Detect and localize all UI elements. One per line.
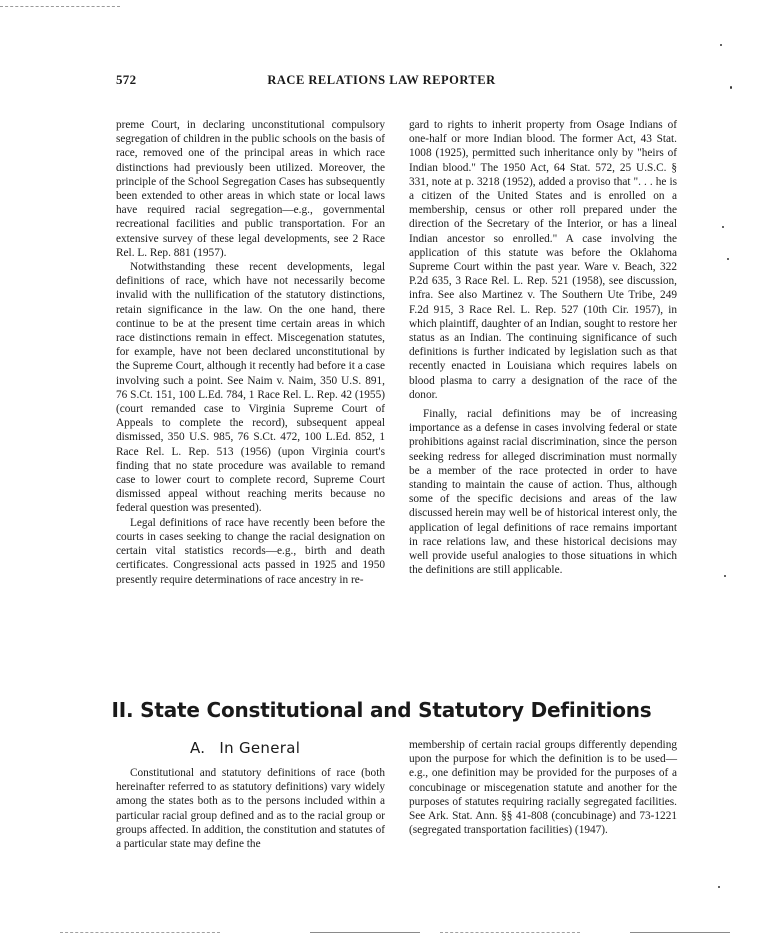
scan-speck (727, 258, 729, 260)
scan-artifact-rule (440, 932, 580, 933)
bottom-left-column (116, 766, 385, 851)
section-heading: II. State Constitutional and Statutory Definitions (111, 698, 652, 722)
paragraph: Finally, racial definitions may be of increasing importance as a defense in cases involving federal or state prohibitions against racial discrimination, since the person seeking redress for alleged discrimination must normally be a member of the race protected in order to have standing to maintain the cause of action. Thus, although some of the specific decisions and areas of the law discussed herein may well be of historical interest only, the application of legal definitions of race remains important in race relations law, and these historical decisions may well provide useful analogies to those situations in which the definitions are still applicable. (409, 408, 677, 577)
scan-artifact-rule (630, 932, 730, 933)
bottom-right-column (409, 738, 677, 837)
paragraph: Legal definitions of race have recently been before the courts in cases seeking to change the racial designation on certain vital statistics records—e.g., birth and death certificates. Congressional acts passed in 1925 and 1950 presently require determinations of race ancestry in re- (116, 516, 385, 586)
paragraph: preme Court, in declaring unconstitutional compulsory segregation of children in the public schools on the basis of race, removed one of the principal areas in which race distinctions had previously been utilized. Moreover, the principle of the School Segregation Cases has subsequently been extended to other areas in which state or local laws have required racial segregation—e.g., governmental recreational facilities and public transportation. For an extensive survey of these legal developments, see 2 Race Rel. L. Rep. 881 (1957). (116, 119, 385, 259)
paragraph: membership of certain racial groups differently depending upon the purpose for which the definition is to be used—e.g., one definition may be provided for the purposes of a concubinage or miscegenation statute and another for the purposes of statutes requiring racially segregated facilities. See Ark. Stat. Ann. §§ 41-808 (concubinage) and 73-1221 (segregated transportation facilities) (1947). (409, 739, 677, 837)
subsection-title: In General (219, 739, 301, 757)
paragraph: Constitutional and statutory definitions of race (both hereinafter referred to as statutory definitions) vary widely among the states both as to the persons included within a particular racial group defined and as to the racial group or groups affected. In addition, the constitution and statutes of a particular state may define the (116, 767, 385, 851)
scan-artifact-rule (310, 932, 420, 933)
scan-speck (718, 886, 720, 888)
scan-speck (730, 86, 732, 89)
scan-speck (722, 226, 724, 228)
paragraph: Notwithstanding these recent developments, legal definitions of race, which have not necessarily become invalid with the nullification of the statutory distinctions, retain significance in the law. On the one hand, there continue to be at the present time certain areas in which race distinctions remain in effect. Miscegenation statutes, for example, have not been declared unconstitutional by the Supreme Court, although it recently had before it a case involving such a point. See Naim v. Naim, 350 U.S. 891, 76 S.Ct. 151, 100 L.Ed. 784, 1 Race Rel. L. Rep. 42 (1955) (court remanded case to Virginia Supreme Court of Appeals to complete the record), subsequent appeal dismissed, 350 U.S. 985, 76 S.Ct. 472, 100 L.Ed. 852, 1 Race Rel. L. Rep. 513 (1956) (upon Virginia court's finding that no state procedure was available to remand case to lower court to complete record, Supreme Court dismissed appeal without reaching merits because no federal question was presented). (116, 261, 385, 515)
running-head: RACE RELATIONS LAW REPORTER (267, 73, 496, 87)
scan-speck (720, 44, 722, 46)
subsection-letter: A. (190, 739, 206, 757)
scan-artifact-rule (60, 932, 220, 933)
paragraph: gard to rights to inherit property from Osage Indians of one-half or more Indian blood. The former Act, 43 Stat. 1008 (1925), permitted such inheritance only by "heirs of Indian blood." The 1950 Act, 64 Stat. 572, 25 U.S.C. § 331, note at p. 3218 (1952), added a proviso that ". . . he is a citizen of the United States and is enrolled on a membership, census or other roll prepared under the direction of the Secretary of the Interior, or has a lineal Indian ancestor so enrolled." A case involving the application of this statute was before the Oklahoma Supreme Court within the past year. Ware v. Beach, 322 P.2d 635, 3 Race Rel. L. Rep. 521 (1958), see discussion, infra. See also Martinez v. The Southern Ute Tribe, 249 F.2d 915, 3 Race Rel. L. Rep. 527 (10th Cir. 1957), in which plaintiff, daughter of an Indian, sought to restore her status as an Indian. The continuing significance of such definitions is further indicated by legislation such as that recently enacted in Louisiana which requires labels on blood plasma to carry a designation of the race of the donor. (409, 119, 677, 401)
subsection-heading (190, 739, 314, 757)
top-right-column (409, 118, 677, 578)
top-left-column (116, 118, 385, 587)
page-number: 572 (116, 72, 137, 87)
scan-artifact-dash (0, 6, 120, 7)
scan-speck (724, 575, 726, 577)
